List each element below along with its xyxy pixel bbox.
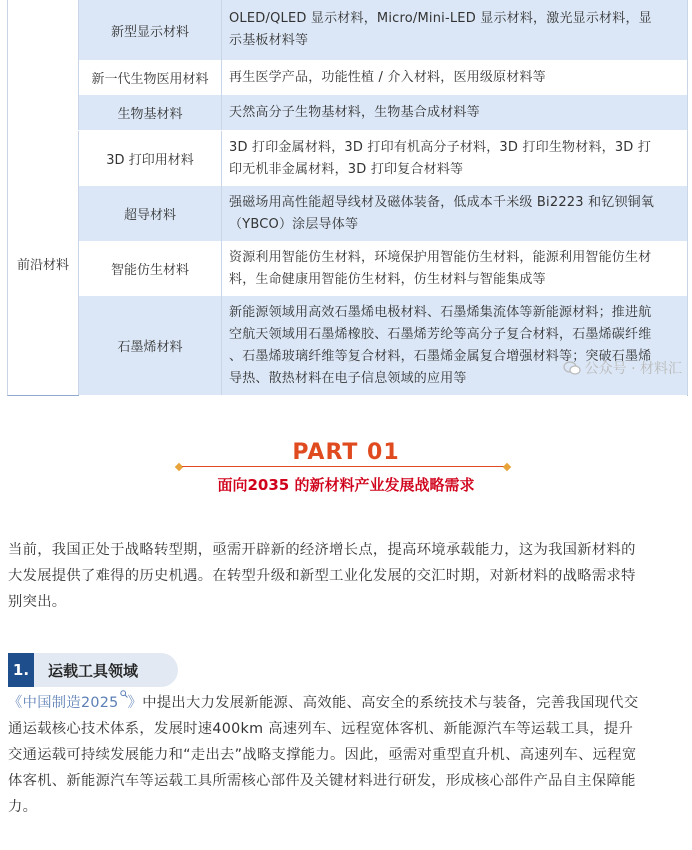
section-number: 1.: [8, 653, 34, 687]
row-description: 新能源领域用高效石墨烯电极材料、石墨烯集流体等新能源材料；推进航 空航天领域用石墨烯橡胶、石墨烯芳纶等高分子复合材料，石墨烯碳纤维 、石墨烯玻璃纤维等复合材料，石墨烯金属复合增强材料等；突破石墨烯 导热、散热材料在电子信息领域的应用等: [229, 304, 652, 386]
table-row: [79, 186, 687, 242]
row-description: 再生医学产品，功能性植 / 介入材料，医用级原材料等: [229, 69, 546, 85]
row-description: 强磁场用高性能超导线材及磁体装备，低成本千米级 Bi2223 和钇钡铜氧 （YBCO）涂层导体等: [229, 194, 655, 232]
row-category: 石墨烯材料: [79, 296, 222, 395]
table-row: [79, 296, 687, 396]
table-row: [79, 95, 687, 131]
materials-table: [7, 0, 688, 396]
watermark-text: 公众号 · 材料汇: [584, 361, 682, 377]
intro-paragraph: 当前，我国正处于战略转型期，亟需开辟新的经济增长点，提高环境承载能力，这为我国新材料的 大发展提供了难得的历史机遇。在转型升级和新型工业化发展的交汇时期，对新材料的战略需求特 别突出。: [8, 542, 636, 610]
part-subtitle: 面向2035 的新材料产业发展战略需求: [217, 476, 475, 494]
row-category: 新型显示材料: [79, 0, 222, 60]
table-row: [79, 241, 687, 297]
group-column-top: [8, 0, 79, 130]
divider: [182, 466, 510, 467]
section-title: 运载工具领域: [48, 661, 139, 680]
row-category: 超导材料: [79, 186, 222, 241]
row-category: 3D 打印用材料: [79, 131, 222, 186]
row-description: 天然高分子生物基材料，生物基合成材料等: [229, 104, 480, 120]
document-link[interactable]: 《中国制造2025 》: [8, 695, 142, 711]
watermark: [563, 358, 682, 378]
row-category: 智能仿生材料: [79, 241, 222, 296]
table-row: [79, 0, 687, 61]
row-description: OLED/QLED 显示材料，Micro/Mini-LED 显示材料，激光显示材料，显 示基板材料等: [229, 11, 652, 48]
row-category: 生物基材料: [79, 95, 222, 130]
table-row: [79, 60, 687, 96]
wechat-icon: [563, 361, 581, 375]
section-heading: [8, 653, 178, 687]
row-description: 3D 打印金属材料，3D 打印有机高分子材料，3D 打印生物材料，3D 打 印无机非金属材料，3D 打印复合材料等: [229, 139, 652, 177]
group-label: 前沿材料: [16, 257, 69, 273]
group-column-frontier: [8, 131, 79, 395]
part-title: PART 01: [292, 440, 400, 465]
row-category: 新一代生物医用材料: [79, 60, 222, 95]
body-paragraph: 《中国制造2025 》中提出大力发展新能源、高效能、高安全的系统技术与装备，完善我国现代交 通运载核心技术体系，发展时速400km 高速列车、远程宽体客机、新能源汽车等运载工具，提升 交通运载可持续发展能力和“走出去”战略支撑能力。因此，亟需对重型直升机、高速列车、远程宽 体客机、新能源汽车等运载工具所需核心部件及关键材料进行研发，形成核心部件产品自主保障能 力。: [8, 690, 686, 820]
row-description: 资源利用智能仿生材料，环境保护用智能仿生材料，能源利用智能仿生材 料，生命健康用智能仿生材料，仿生材料与智能集成等: [229, 249, 652, 287]
search-icon: [120, 690, 128, 698]
table-row: [79, 131, 687, 187]
